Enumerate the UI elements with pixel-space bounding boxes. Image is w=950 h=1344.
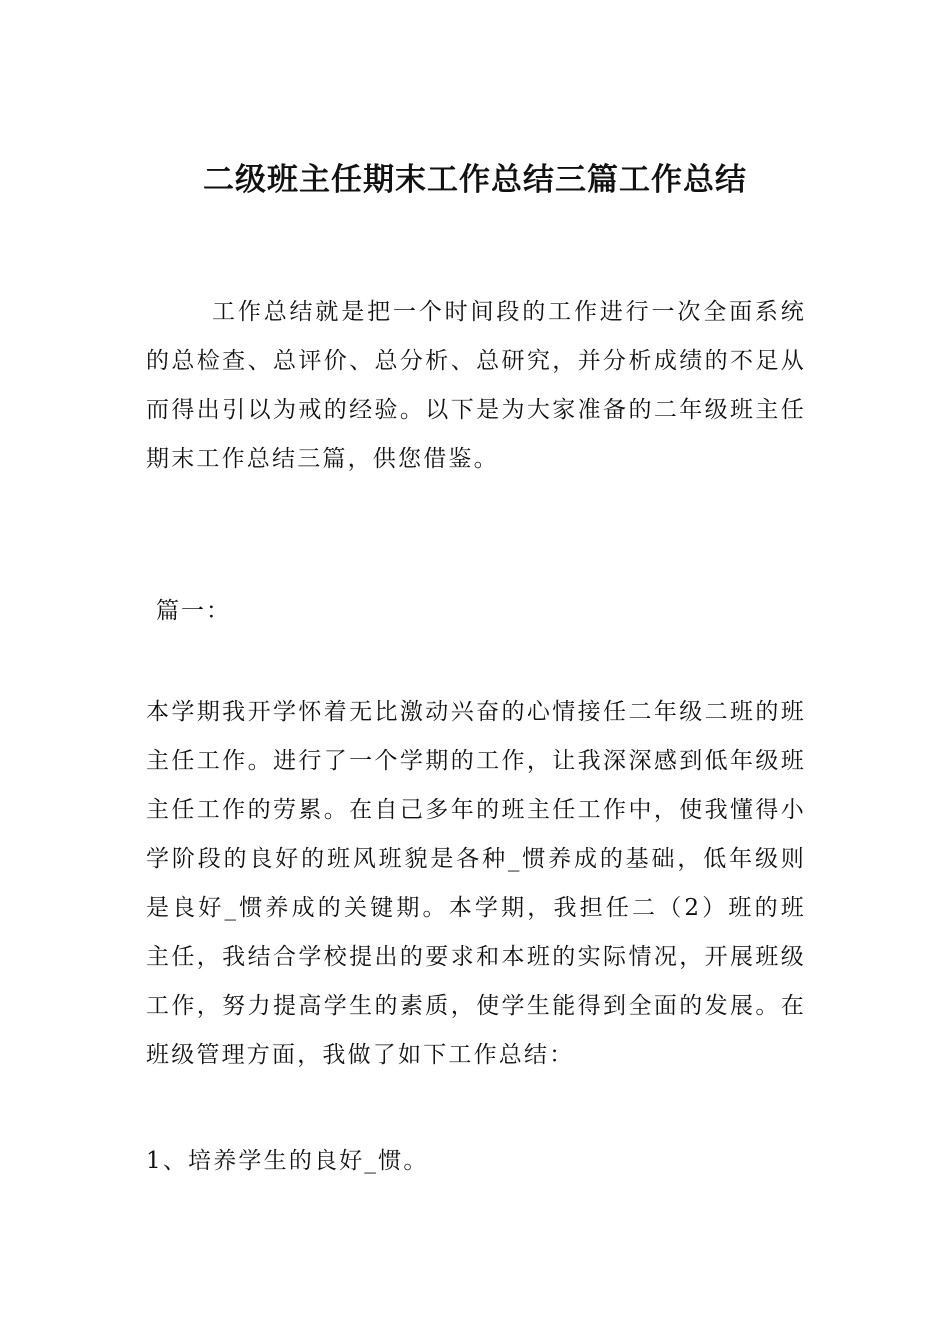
intro-paragraph: 工作总结就是把一个时间段的工作进行一次全面系统的总检查、总评价、总分析、总研究，并分析成绩的不足从而得出引以为戒的经验。以下是为大家准备的二年级班主任期末工作总结三篇，供您借鉴。 xyxy=(146,299,806,472)
document-title: 二级班主任期末工作总结三篇工作总结 xyxy=(203,162,747,198)
body-paragraph: 本学期我开学怀着无比激动兴奋的心情接任二年级二班的班主任工作。进行了一个学期的工作，让我深深感到低年级班主任工作的劳累。在自己多年的班主任工作中，使我懂得小学阶段的良好的班风班貌是各种_惯养成的基础，低年级则是良好_惯养成的关键期。本学期，我担任二（2）班的班主任，我结合学校提出的要求和本班的实际情况，开展班级工作，努力提高学生的素质，使学生能得到全面的发展。在班级管理方面，我做了如下工作总结： xyxy=(146,699,806,1068)
list-item-1: 1、培养学生的良好_惯。 xyxy=(146,1148,429,1174)
section-heading: 篇一： xyxy=(156,598,231,624)
